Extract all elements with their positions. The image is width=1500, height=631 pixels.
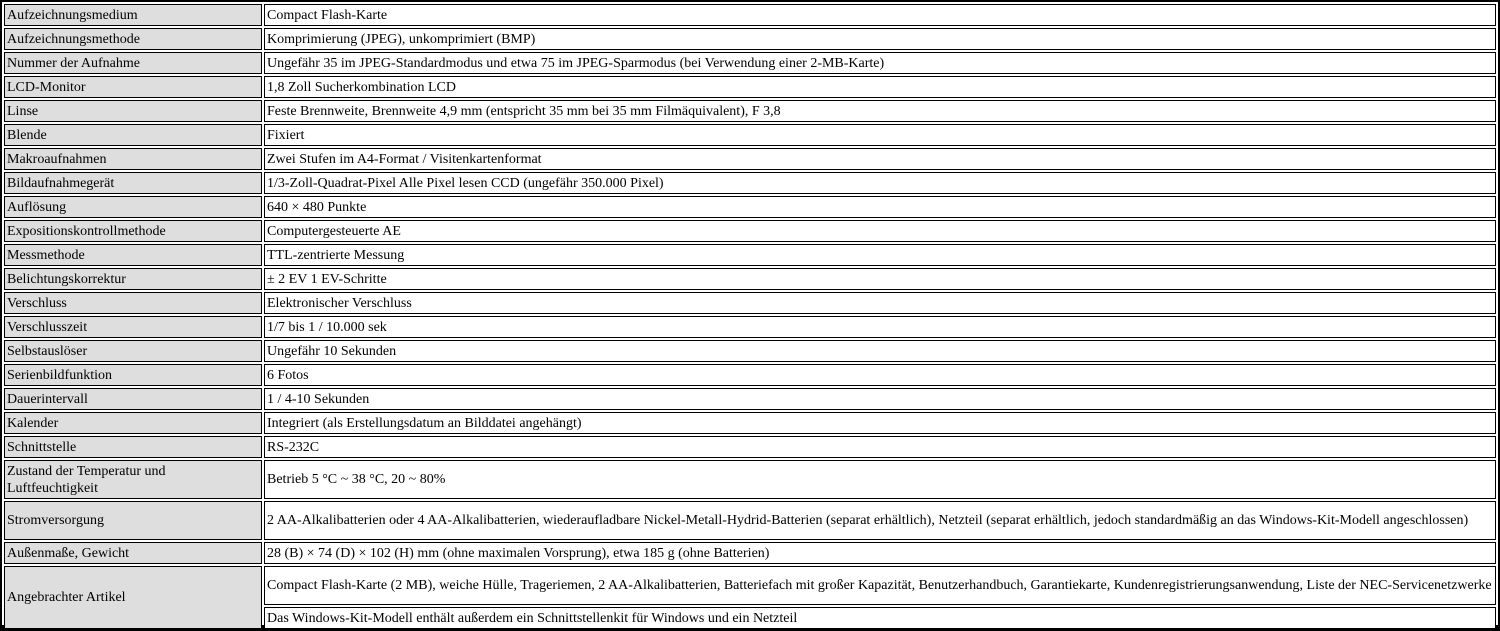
spec-label: Aufzeichnungsmethode [4,28,262,50]
spec-label: Messmethode [4,244,262,266]
table-row [4,436,1496,458]
table-row [4,172,1496,194]
table-row [4,364,1496,386]
table-row [4,501,1496,540]
table-row [4,124,1496,146]
table-row [4,244,1496,266]
spec-table [2,2,1498,631]
spec-value: Ungefähr 35 im JPEG-Standardmodus und etwa 75 im JPEG-Sparmodus (bei Verwendung einer 2-MB-Karte) [264,52,1496,74]
spec-value: 28 (B) × 74 (D) × 102 (H) mm (ohne maximalen Vorsprung), etwa 185 g (ohne Batterien) [264,542,1496,564]
spec-label: Serienbildfunktion [4,364,262,386]
spec-label: Belichtungskorrektur [4,268,262,290]
spec-label: Kalender [4,412,262,434]
table-row [4,76,1496,98]
spec-label: Zustand der Temperatur und Luftfeuchtigkeit [4,460,262,499]
spec-value: Feste Brennweite, Brennweite 4,9 mm (entspricht 35 mm bei 35 mm Filmäquivalent), F 3,8 [264,100,1496,122]
spec-label: Selbstauslöser [4,340,262,362]
spec-label: Nummer der Aufnahme [4,52,262,74]
spec-value: Zwei Stufen im A4-Format / Visitenkartenformat [264,148,1496,170]
table-row [4,292,1496,314]
spec-label: Stromversorgung [4,501,262,540]
table-row [4,388,1496,410]
spec-value: 2 AA-Alkalibatterien oder 4 AA-Alkalibatterien, wiederaufladbare Nickel-Metall-Hydrid-Batterien (separat erhältlich), Netzteil (separat erhältlich, jedoch standardmäßig an das Windows-Kit-Modell angeschlossen) [264,501,1496,540]
spec-value: 1,8 Zoll Sucherkombination LCD [264,76,1496,98]
table-row [4,148,1496,170]
table-row [4,316,1496,338]
spec-label: Außenmaße, Gewicht [4,542,262,564]
spec-value: Compact Flash-Karte [264,4,1496,26]
spec-value: 640 × 480 Punkte [264,196,1496,218]
table-row [4,4,1496,26]
spec-label: Auflösung [4,196,262,218]
table-row [4,340,1496,362]
table-row [4,28,1496,50]
table-row [4,542,1496,564]
spec-label: LCD-Monitor [4,76,262,98]
spec-value: Komprimierung (JPEG), unkomprimiert (BMP) [264,28,1496,50]
spec-label: Dauerintervall [4,388,262,410]
spec-value: Computergesteuerte AE [264,220,1496,242]
spec-label: Expositionskontrollmethode [4,220,262,242]
spec-value: Fixiert [264,124,1496,146]
table-row [4,412,1496,434]
table-row [4,268,1496,290]
spec-label: Bildaufnahmegerät [4,172,262,194]
spec-value: Ungefähr 10 Sekunden [264,340,1496,362]
table-row [4,566,1496,605]
spec-label: Schnittstelle [4,436,262,458]
spec-value: RS-232C [264,436,1496,458]
spec-table-frame [2,2,1498,625]
spec-value: Das Windows-Kit-Modell enthält außerdem ein Schnittstellenkit für Windows und ein Netzteil [264,607,1496,629]
table-row [4,460,1496,499]
spec-value: 1/7 bis 1 / 10.000 sek [264,316,1496,338]
spec-label: Linse [4,100,262,122]
spec-value: Betrieb 5 °C ~ 38 °C, 20 ~ 80% [264,460,1496,499]
table-row [4,196,1496,218]
spec-value: 6 Fotos [264,364,1496,386]
spec-value: Elektronischer Verschluss [264,292,1496,314]
spec-label: Aufzeichnungsmedium [4,4,262,26]
table-row [4,52,1496,74]
table-row [4,220,1496,242]
spec-label: Angebrachter Artikel [4,566,262,629]
spec-label: Verschluss [4,292,262,314]
spec-value: Integriert (als Erstellungsdatum an Bilddatei angehängt) [264,412,1496,434]
spec-label: Makroaufnahmen [4,148,262,170]
spec-value: 1/3-Zoll-Quadrat-Pixel Alle Pixel lesen CCD (ungefähr 350.000 Pixel) [264,172,1496,194]
spec-value: TTL-zentrierte Messung [264,244,1496,266]
spec-value: ± 2 EV 1 EV-Schritte [264,268,1496,290]
spec-value: 1 / 4-10 Sekunden [264,388,1496,410]
spec-label: Blende [4,124,262,146]
table-row [4,100,1496,122]
spec-label: Verschlusszeit [4,316,262,338]
spec-value: Compact Flash-Karte (2 MB), weiche Hülle, Trageriemen, 2 AA-Alkalibatterien, Batteriefach mit großer Kapazität, Benutzerhandbuch, Garantiekarte, Kundenregistrierungsanwendung, Liste der NEC-Servicenetzwerke [264,566,1496,605]
